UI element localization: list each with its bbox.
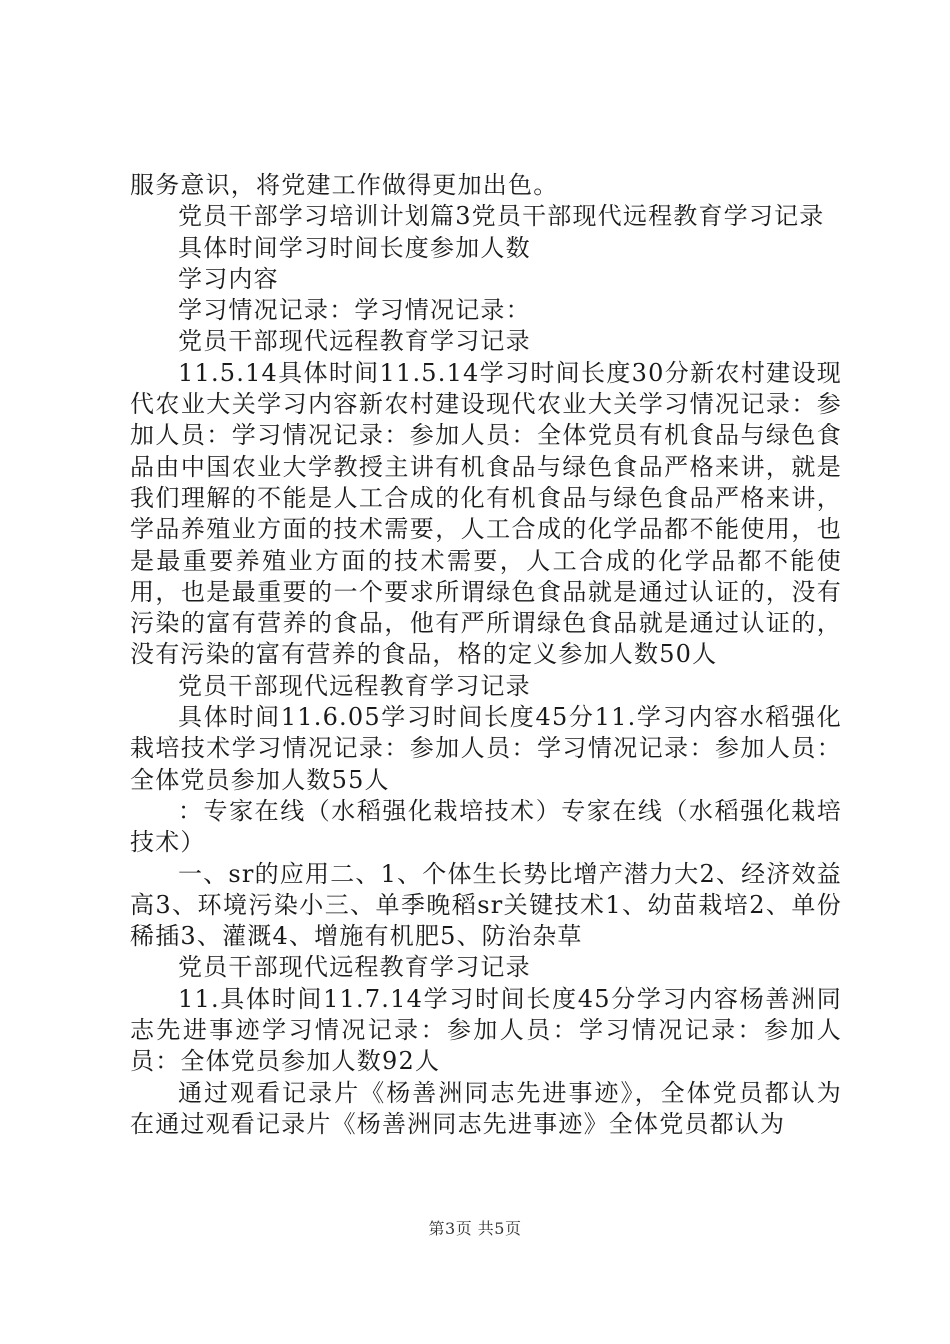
document-body — [130, 170, 842, 1140]
paragraph-9: 一、sr的应用二、1、个体生长势比增产潜力大2、经济效益高3、环境污染小三、单季晚稻sr关键技术1、幼苗栽培2、单份稀插3、灌溉4、增施有机肥5、防治杂草 — [130, 859, 842, 951]
paragraph-3: 具体时间学习时间长度参加人数 — [178, 233, 531, 262]
page-number-footer: 第3页 共5页 — [428, 1219, 522, 1238]
paragraph-5: 学习情况记录：学习情况记录： — [178, 296, 531, 325]
paragraph-4: 学习内容 — [178, 264, 279, 293]
paragraph-10: 11.具体时间11.7.14学习时间长度45分学习内容杨善洲同志先进事迹学习情况记录：参加人员：学习情况记录：参加人员：全体党员参加人数92人 — [130, 984, 842, 1076]
paragraph-11: 通过观看记录片《杨善洲同志先进事迹》，全体党员都认为在通过观看记录片《杨善洲同志先进事迹》全体党员都认为 — [130, 1078, 842, 1138]
paragraph-2: 党员干部学习培训计划篇3党员干部现代远程教育学习记录 — [178, 202, 825, 231]
paragraph-6: 11.5.14具体时间11.5.14学习时间长度30分新农村建设现代农业大关学习内容新农村建设现代农业大关学习情况记录：参加人员：学习情况记录：参加人员：全体党员有机食品与绿色食品由中国农业大学教授主讲有机食品与绿色食品严格来讲，就是我们理解的不能是人工合成的化有机食品与绿色食品严格来讲，学品养殖业方面的技术需要，人工合成的化学品都不能使用，也是最重要养殖业方面的技术需要，人工合成的化学品都不能使用，也是最重要的一个要求所谓绿色食品就是通过认证的，没有污染的富有营养的食品，他有严所谓绿色食品就是通过认证的，没有污染的富有营养的食品，格的定义参加人数50人 — [130, 358, 842, 669]
section-heading-3: 党员干部现代远程教育学习记录 — [178, 953, 531, 982]
section-heading-1: 党员干部现代远程教育学习记录 — [178, 327, 531, 356]
paragraph-7: 具体时间11.6.05学习时间长度45分11.学习内容水稻强化栽培技术学习情况记录：参加人员：学习情况记录：参加人员：全体党员参加人数55人 — [130, 703, 842, 794]
paragraph-1: 服务意识，将党建工作做得更加出色。 — [130, 171, 559, 199]
section-heading-2: 党员干部现代远程教育学习记录 — [178, 671, 531, 700]
paragraph-8: ：专家在线（水稻强化栽培技术）专家在线（水稻强化栽培技术） — [130, 796, 842, 857]
